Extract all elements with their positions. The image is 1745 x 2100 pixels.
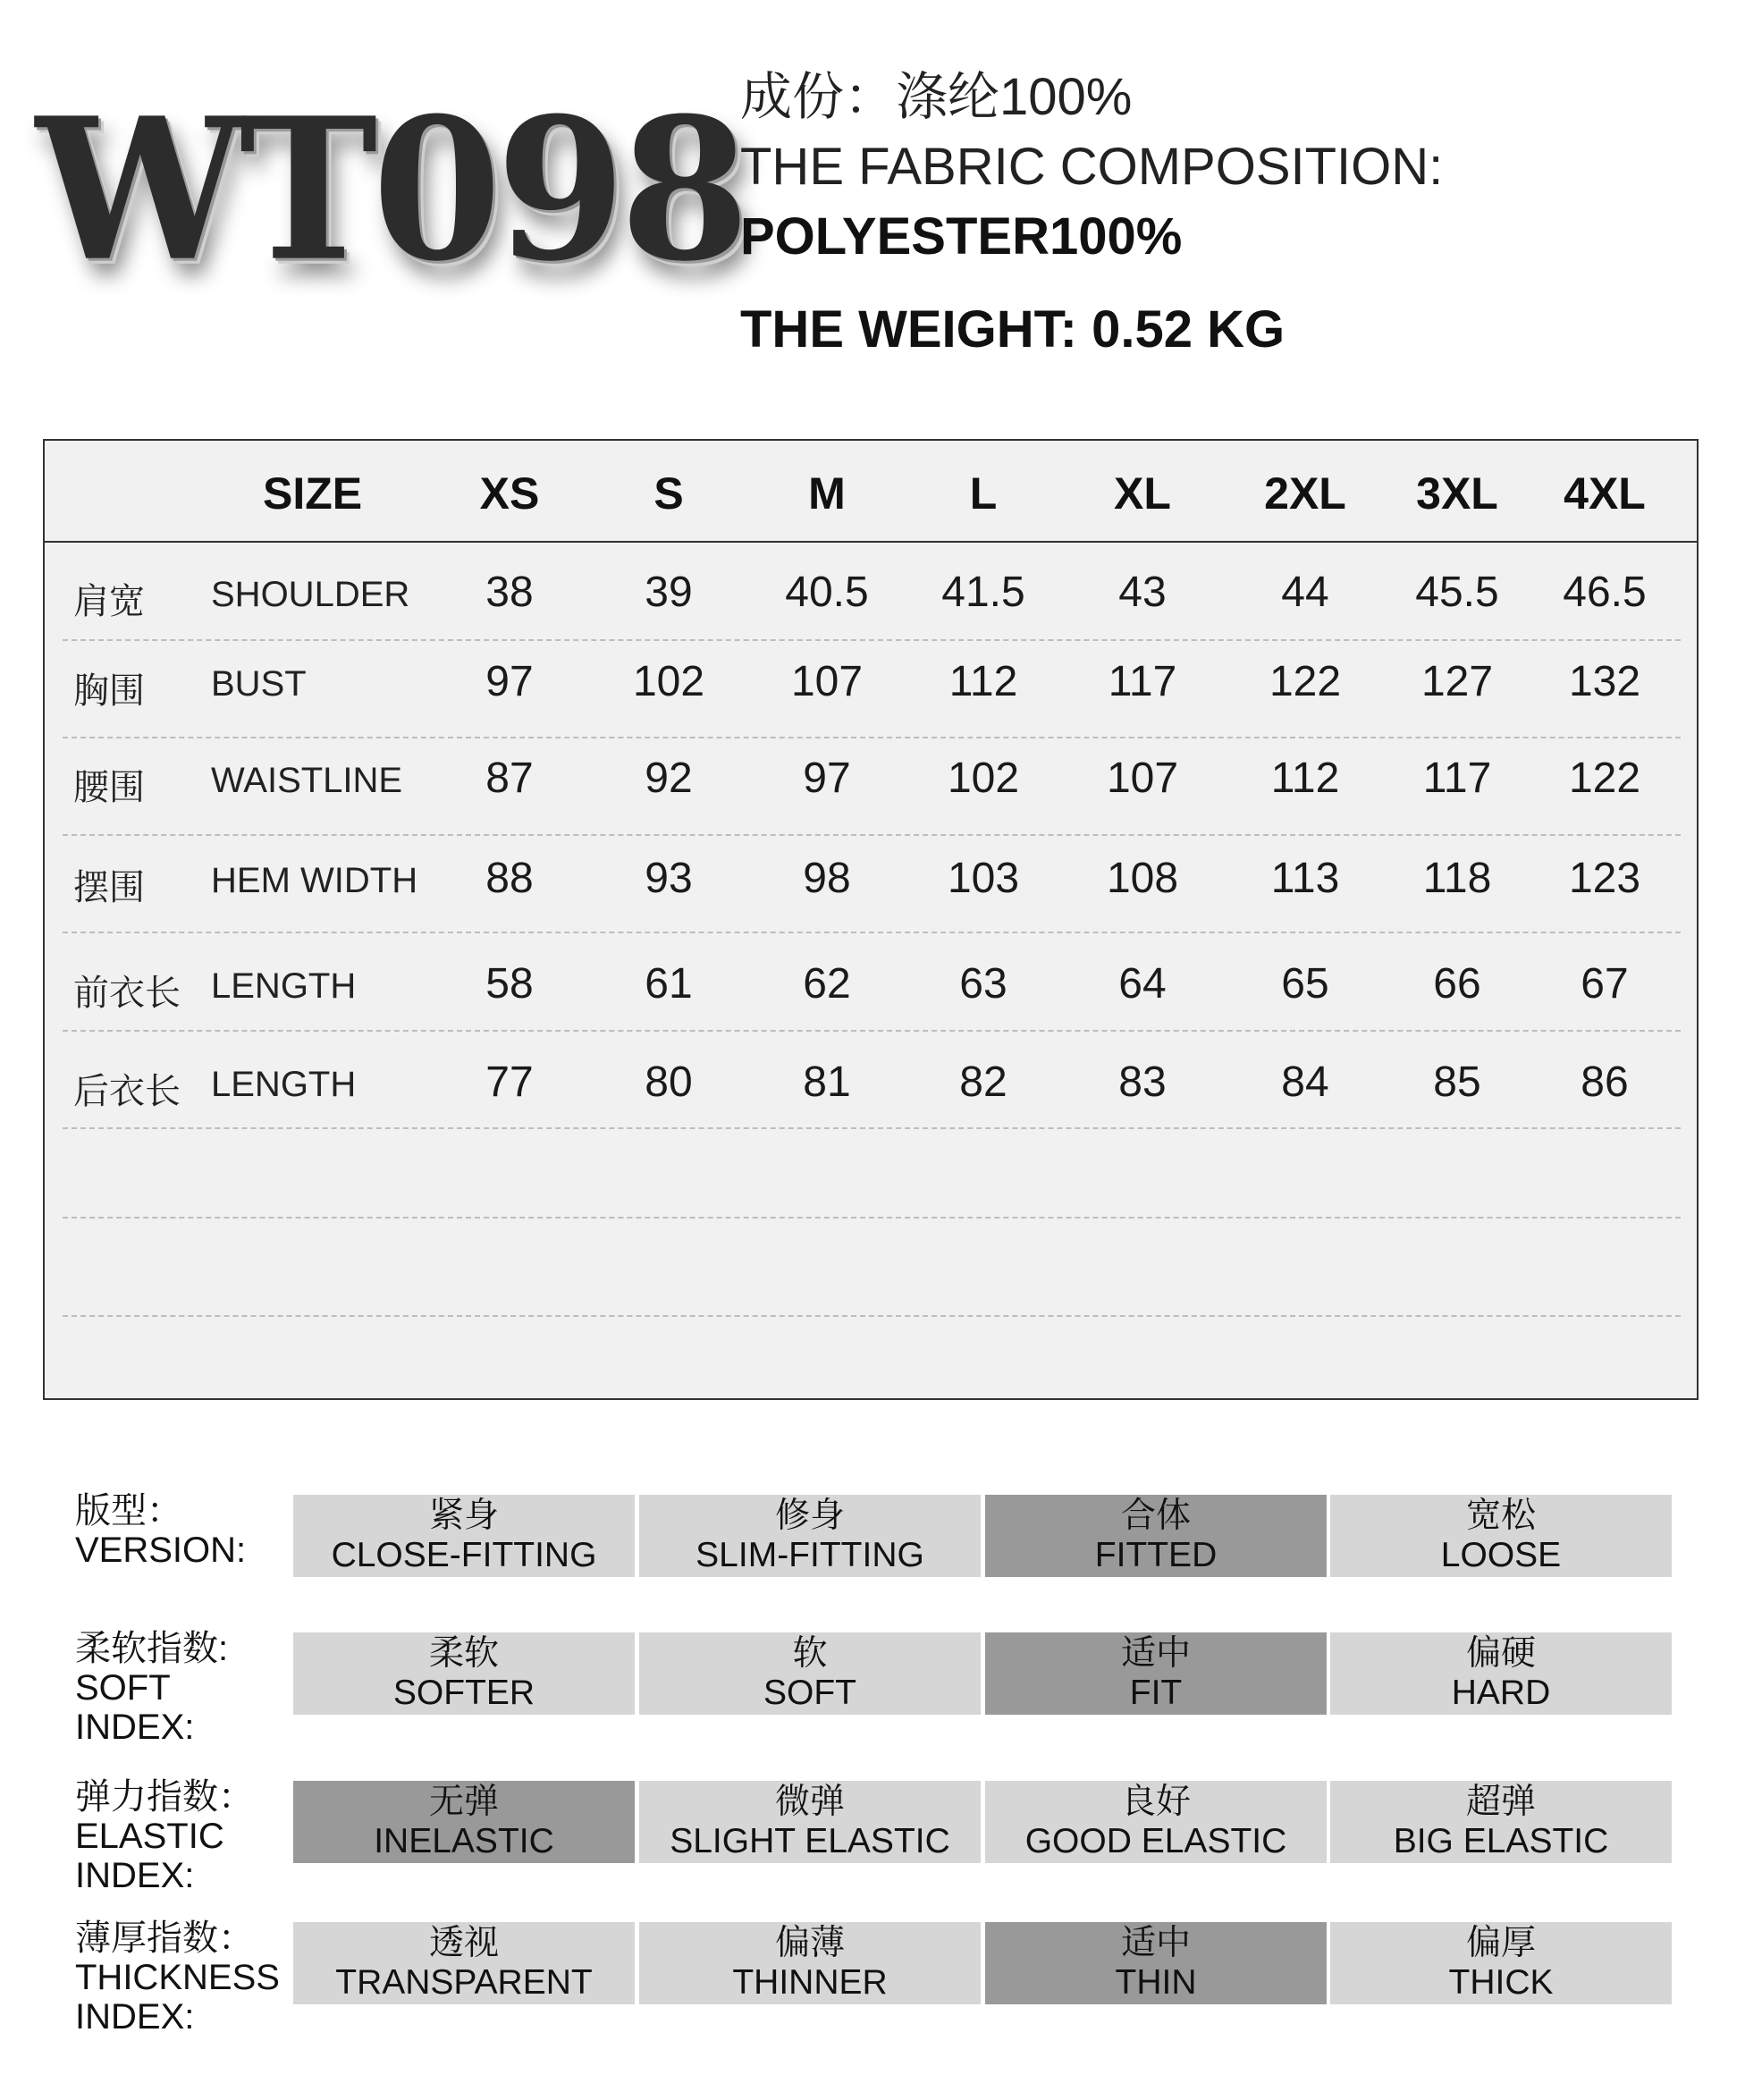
attribute-label-en: THICKNESS <box>75 1958 280 1997</box>
option-label-en: HARD <box>1451 1674 1551 1712</box>
option-label-cn: 偏薄 <box>774 1924 845 1962</box>
attribute-label-en: VERSION: <box>75 1531 247 1570</box>
weight-text: THE WEIGHT: 0.52 KG <box>740 300 1286 358</box>
size-row <box>45 566 1697 664</box>
measure-value: 118 <box>1422 855 1492 902</box>
attribute-label-en-2: INDEX: <box>75 1708 195 1747</box>
measure-value: 87 <box>485 755 534 802</box>
measure-label-en: WAISTLINE <box>211 761 403 800</box>
fabric-info <box>740 63 1724 365</box>
option-label-en: THINNER <box>732 1963 888 2002</box>
attribute-label <box>75 1919 280 2037</box>
measure-label-cn: 胸围 <box>73 671 145 711</box>
size-row <box>45 655 1697 754</box>
measure-value: 83 <box>1118 1058 1167 1106</box>
measure-value: 123 <box>1568 855 1641 902</box>
measure-value: 107 <box>790 658 864 705</box>
attribute-option <box>985 1781 1327 1863</box>
measure-value: 113 <box>1270 855 1340 902</box>
attribute-option <box>293 1632 635 1715</box>
option-label-cn: 偏硬 <box>1465 1634 1536 1673</box>
measure-value: 41.5 <box>941 569 1025 616</box>
measure-value: 102 <box>947 755 1020 802</box>
attribute-option <box>1330 1781 1672 1863</box>
measure-value: 81 <box>803 1058 851 1106</box>
measure-value: 84 <box>1281 1058 1329 1106</box>
option-label-en: THIN <box>1115 1963 1197 2002</box>
option-label-cn: 无弹 <box>428 1783 499 1821</box>
size-header-s: S <box>653 468 684 519</box>
measure-value: 132 <box>1568 658 1641 705</box>
option-label-en: GOOD ELASTIC <box>1024 1822 1287 1860</box>
measure-label-cn: 前衣长 <box>73 974 181 1013</box>
measure-value: 117 <box>1422 755 1492 802</box>
measure-value: 64 <box>1118 960 1167 1008</box>
attribute-label-cn: 柔软指数: <box>75 1629 229 1668</box>
measure-value: 102 <box>632 658 705 705</box>
size-header-xl: XL <box>1114 468 1171 519</box>
size-header-label: SIZE <box>263 468 363 519</box>
measure-label-cn: 摆围 <box>73 868 145 907</box>
row-divider <box>63 639 1681 641</box>
measure-value: 62 <box>803 960 851 1008</box>
attribute-option <box>985 1495 1327 1577</box>
attribute-option <box>1330 1922 1672 2004</box>
attribute-option <box>293 1495 635 1577</box>
measure-value: 45.5 <box>1415 569 1499 616</box>
size-header-2xl: 2XL <box>1264 468 1346 519</box>
option-label-en: FIT <box>1129 1674 1183 1712</box>
option-label-cn: 软 <box>792 1634 828 1673</box>
attribute-label-en: ELASTIC <box>75 1817 224 1856</box>
measure-value: 112 <box>948 658 1018 705</box>
attribute-option <box>639 1922 981 2004</box>
measure-value: 80 <box>645 1058 693 1106</box>
attribute-option <box>293 1781 635 1863</box>
measure-value: 58 <box>485 960 534 1008</box>
measure-value: 40.5 <box>785 569 869 616</box>
measure-value: 93 <box>645 855 693 902</box>
measure-value: 97 <box>485 658 534 705</box>
attribute-label-cn: 弹力指数： <box>75 1777 254 1817</box>
attribute-option <box>985 1632 1327 1715</box>
row-divider <box>63 737 1681 738</box>
attribute-option <box>639 1495 981 1577</box>
measure-label-en: LENGTH <box>211 966 357 1006</box>
measure-label-cn: 肩宽 <box>73 582 145 621</box>
row-divider <box>63 932 1681 933</box>
measure-value: 38 <box>485 569 534 616</box>
measure-value: 92 <box>645 755 693 802</box>
measure-label-en: BUST <box>211 664 307 704</box>
attribute-option <box>1330 1495 1672 1577</box>
attribute-label <box>75 1777 254 1895</box>
measure-label-en: HEM WIDTH <box>211 861 418 900</box>
size-row <box>45 1056 1697 1154</box>
measure-value: 67 <box>1581 960 1629 1008</box>
measure-label-en: SHOULDER <box>211 575 410 614</box>
measure-label-en: LENGTH <box>211 1065 357 1104</box>
measure-value: 66 <box>1433 960 1481 1008</box>
measure-value: 117 <box>1108 658 1177 705</box>
attribute-label <box>75 1629 228 1747</box>
composition-cn: 成份：涤纶100% <box>740 68 1133 126</box>
measure-value: 44 <box>1281 569 1329 616</box>
composition-value: POLYESTER100% <box>740 207 1183 266</box>
option-label-cn: 合体 <box>1120 1497 1191 1535</box>
option-label-cn: 透视 <box>428 1924 499 1962</box>
row-divider <box>63 834 1681 836</box>
measure-value: 65 <box>1281 960 1329 1008</box>
measure-value: 98 <box>803 855 851 902</box>
option-label-en: SOFTER <box>392 1674 535 1712</box>
size-chart <box>43 439 1699 1400</box>
option-label-cn: 柔软 <box>428 1634 499 1673</box>
measure-value: 127 <box>1420 658 1494 705</box>
composition-label: THE FABRIC COMPOSITION: <box>740 138 1444 196</box>
size-header-l: L <box>969 468 998 519</box>
attribute-option <box>985 1922 1327 2004</box>
measure-value: 77 <box>485 1058 534 1106</box>
attribute-label-en-2: INDEX: <box>75 1997 195 2037</box>
row-divider <box>63 1315 1681 1317</box>
attribute-option <box>639 1781 981 1863</box>
size-row <box>45 852 1697 950</box>
option-label-cn: 偏厚 <box>1465 1924 1536 1962</box>
attribute-label-en: SOFT <box>75 1668 171 1708</box>
option-label-en: BIG ELASTIC <box>1393 1822 1609 1860</box>
attribute-option <box>639 1632 981 1715</box>
option-label-cn: 适中 <box>1120 1634 1191 1673</box>
option-label-en: SOFT <box>763 1674 856 1712</box>
size-header-4xl: 4XL <box>1564 468 1646 519</box>
attribute-label-cn: 版型： <box>75 1491 182 1531</box>
option-label-en: FITTED <box>1094 1536 1218 1574</box>
attribute-label <box>75 1491 246 1570</box>
option-label-en: THICK <box>1448 1963 1554 2002</box>
measure-label-cn: 后衣长 <box>73 1072 181 1111</box>
size-header-m: M <box>808 468 846 519</box>
measure-value: 39 <box>645 569 693 616</box>
measure-label-cn: 腰围 <box>73 768 145 807</box>
option-label-en: LOOSE <box>1440 1536 1562 1574</box>
measure-value: 82 <box>959 1058 1007 1106</box>
size-chart-header <box>45 441 1697 543</box>
row-divider <box>63 1127 1681 1129</box>
option-label-en: CLOSE-FITTING <box>331 1536 597 1574</box>
measure-value: 86 <box>1581 1058 1629 1106</box>
option-label-cn: 良好 <box>1120 1783 1191 1821</box>
measure-value: 97 <box>803 755 851 802</box>
attribute-option <box>293 1922 635 2004</box>
option-label-cn: 适中 <box>1120 1924 1191 1962</box>
measure-value: 112 <box>1270 755 1340 802</box>
option-label-en: INELASTIC <box>374 1822 554 1860</box>
attribute-label-cn: 薄厚指数： <box>75 1919 254 1958</box>
measure-value: 108 <box>1106 855 1179 902</box>
measure-value: 107 <box>1106 755 1179 802</box>
size-header-3xl: 3XL <box>1416 468 1498 519</box>
row-divider <box>63 1217 1681 1219</box>
measure-value: 122 <box>1568 755 1641 802</box>
option-label-cn: 微弹 <box>774 1783 845 1821</box>
attribute-label-en-2: INDEX: <box>75 1856 195 1895</box>
size-row <box>45 957 1697 1056</box>
option-label-cn: 超弹 <box>1465 1783 1536 1821</box>
row-divider <box>63 1030 1681 1032</box>
option-label-en: SLIGHT ELASTIC <box>670 1822 950 1860</box>
option-label-cn: 紧身 <box>428 1497 499 1535</box>
measure-value: 61 <box>645 960 693 1008</box>
option-label-cn: 宽松 <box>1465 1497 1536 1535</box>
measure-value: 88 <box>485 855 534 902</box>
measure-value: 103 <box>947 855 1020 902</box>
size-header-xs: XS <box>479 468 540 519</box>
measure-value: 63 <box>959 960 1007 1008</box>
attribute-option <box>1330 1632 1672 1715</box>
measure-value: 43 <box>1118 569 1167 616</box>
option-label-en: TRANSPARENT <box>335 1963 593 2002</box>
option-label-en: SLIM-FITTING <box>695 1536 924 1574</box>
measure-value: 46.5 <box>1563 569 1647 616</box>
option-label-cn: 修身 <box>774 1497 845 1535</box>
measure-value: 85 <box>1433 1058 1481 1106</box>
measure-value: 122 <box>1269 658 1342 705</box>
brand-logo: WT098 <box>36 75 745 306</box>
